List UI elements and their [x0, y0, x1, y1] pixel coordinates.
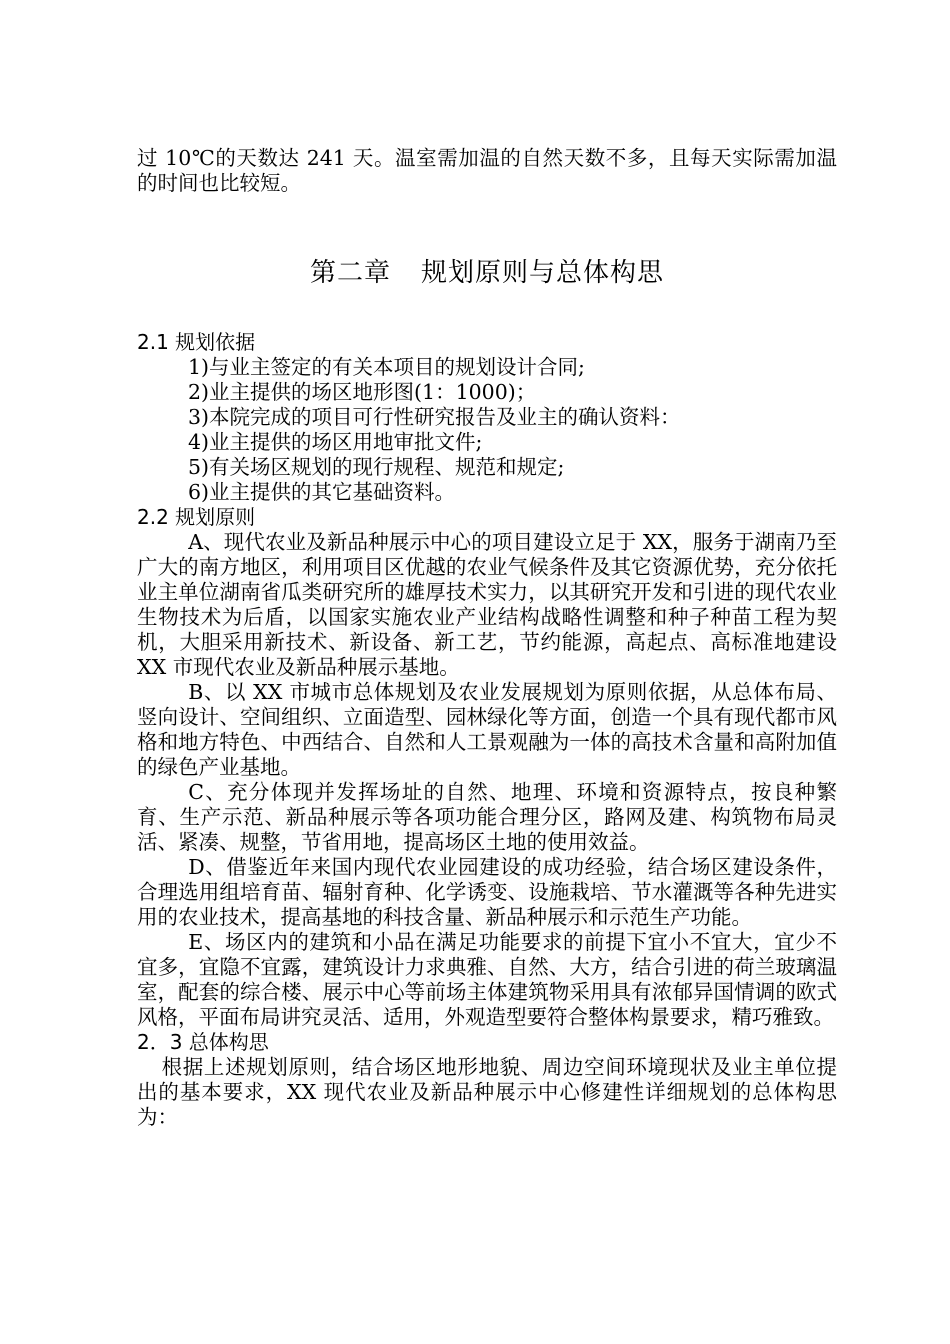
- page-content: [137, 146, 837, 1130]
- principle-paragraph-b: B、以 XX 市城市总体规划及农业发展规划为原则依据，从总体布局、竖向设计、空间组织、立面造型、园林绿化等方面，创造一个具有现代都市风格和地方特色、中西结合、自然和人工景观融为一体的高技术含量和高附加值的绿色产业基地。: [137, 680, 837, 779]
- chapter-number: 第二章: [309, 258, 391, 288]
- list-item: 2)业主提供的场区地形图(1：1000)；: [188, 380, 537, 404]
- section-heading-2-2: 2.2 规划原则: [137, 505, 256, 529]
- principle-paragraph-c: C、充分体现并发挥场址的自然、地理、环境和资源特点，按良种繁育、生产示范、新品种展示等各项功能合理分区，路网及建、构筑物布局灵活、紧凑、规整，节省用地，提高场区土地的使用效益。: [137, 780, 837, 854]
- section-heading-2-1: 2.1 规划依据: [137, 330, 256, 354]
- section-heading-2-3: 2．3 总体构思: [137, 1030, 269, 1054]
- list-item: 5)有关场区规划的现行规程、规范和规定;: [188, 455, 565, 479]
- list-item: 3)本院完成的项目可行性研究报告及业主的确认资料：: [188, 405, 681, 429]
- principle-paragraph-a: A、现代农业及新品种展示中心的项目建设立足于 XX，服务于湖南乃至广大的南方地区，利用项目区优越的农业气候条件及其它资源优势，充分依托业主单位湖南省瓜类研究所的雄厚技术实力，以其研究开发和引进的现代农业生物技术为后盾，以国家实施农业产业结构战略性调整和种子种苗工程为契机，大胆采用新技术、新设备、新工艺，节约能源，高起点、高标准地建设 XX 市现代农业及新品种展示基地。: [137, 530, 837, 679]
- list-item: 4)业主提供的场区用地审批文件;: [188, 430, 483, 454]
- intro-paragraph: 过 10℃的天数达 241 天。温室需加温的自然天数不多，且每天实际需加温的时间也比较短。: [137, 146, 837, 195]
- list-item: 6)业主提供的其它基础资料。: [188, 480, 456, 504]
- concept-paragraph: 根据上述规划原则，结合场区地形地貌、周边空间环境现状及业主单位提出的基本要求，XX 现代农业及新品种展示中心修建性详细规划的总体构思为：: [137, 1055, 837, 1129]
- chapter-name: 规划原则与总体构思: [421, 258, 665, 288]
- chapter-title: [137, 256, 837, 290]
- list-item: 1)与业主签定的有关本项目的规划设计合同;: [188, 355, 585, 379]
- principle-paragraph-e: E、场区内的建筑和小品在满足功能要求的前提下宜小不宜大，宜少不宜多，宜隐不宜露，建筑设计力求典雅、自然、大方，结合引进的荷兰玻璃温室，配套的综合楼、展示中心等前场主体建筑物采用具有浓郁异国情调的欧式风格，平面布局讲究灵活、适用，外观造型要符合整体构景要求，精巧雅致。: [137, 930, 837, 1029]
- principle-paragraph-d: D、借鉴近年来国内现代农业园建设的成功经验，结合场区建设条件，合理选用组培育苗、辐射育种、化学诱变、设施栽培、节水灌溉等各种先进实用的农业技术，提高基地的科技含量、新品种展示和示范生产功能。: [137, 855, 837, 929]
